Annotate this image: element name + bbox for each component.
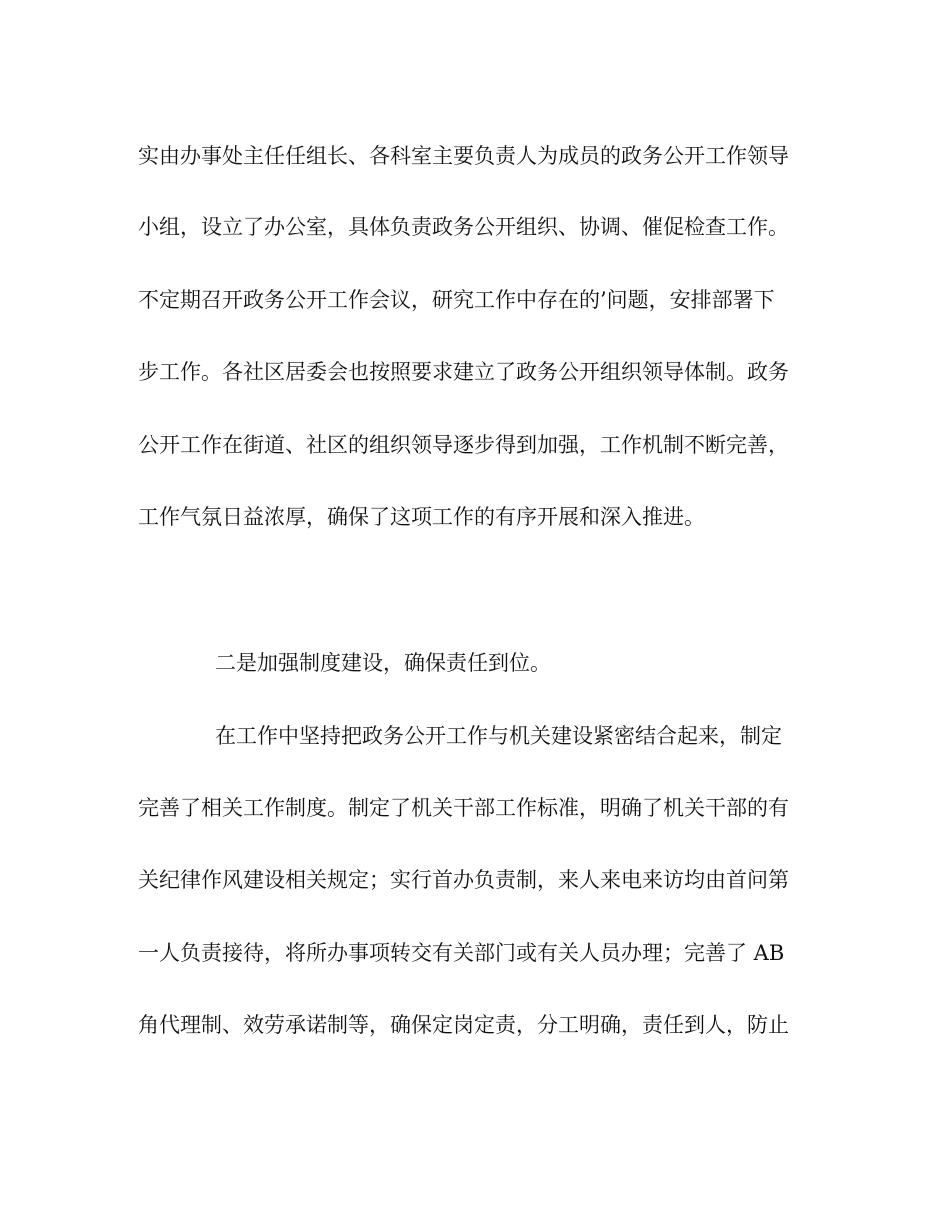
- section-heading: 二是加强制度建设，确保责任到位。: [215, 651, 551, 675]
- paragraph-1-line-5: 公开工作在街道、社区的组织领导逐步得到加强，工作机制不断完善，: [138, 433, 789, 457]
- paragraph-2-line-1: 在工作中坚持把政务公开工作与机关建设紧密结合起来，制定: [215, 724, 782, 748]
- paragraph-2-line-2: 完善了相关工作制度。制定了机关干部工作标准，明确了机关干部的有: [138, 796, 789, 820]
- paragraph-2-line-3: 关纪律作风建设相关规定；实行首办负责制，来人来电来访均由首问第: [138, 868, 789, 892]
- paragraph-1-line-2: 小组，设立了办公室，具体负责政务公开组织、协调、催促检查工作。: [138, 215, 789, 239]
- paragraph-1-line-1: 实由办事处主任任组长、各科室主要负责人为成员的政务公开工作领导: [138, 144, 789, 168]
- paragraph-1-line-6: 工作气氛日益浓厚，确保了这项工作的有序开展和深入推进。: [138, 505, 705, 529]
- paragraph-2-line-5: 角代理制、效劳承诺制等，确保定岗定责，分工明确，责任到人，防止: [138, 1013, 789, 1037]
- paragraph-1-line-3: 不定期召开政务公开工作会议，研究工作中存在的’问题，安排部署下: [138, 288, 775, 312]
- paragraph-1-line-4: 步工作。各社区居委会也按照要求建立了政务公开组织领导体制。政务: [138, 360, 789, 384]
- paragraph-2-line-4: 一人负责接待，将所办事项转交有关部门或有关人员办理；完善了 AB: [138, 941, 785, 965]
